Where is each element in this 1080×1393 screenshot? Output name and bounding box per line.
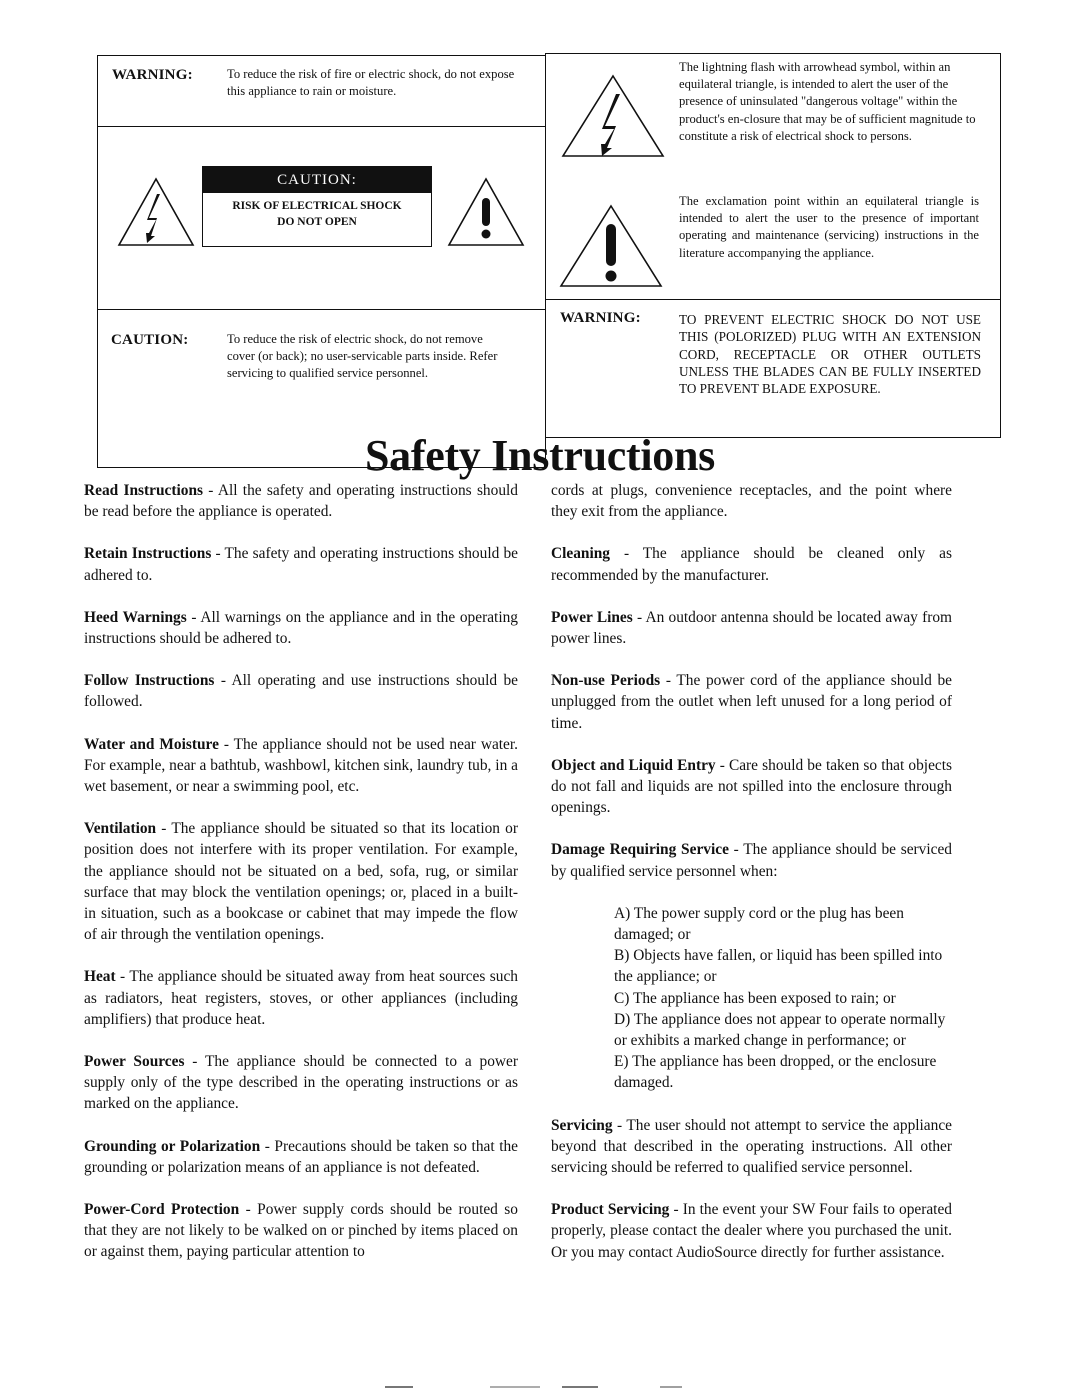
damage-condition-item: A) The power supply cord or the plug has been damaged; or — [614, 904, 904, 944]
warning-panel-left — [97, 55, 546, 468]
section-text: - The appliance should be cleaned only as recommended by the manufacturer. — [551, 545, 952, 584]
caution-line-1: RISK OF ELECTRICAL SHOCK — [232, 200, 402, 212]
section-text: - An outdoor antenna should be located away from power lines. — [551, 608, 952, 648]
damage-condition-item: B) Objects have fallen, or liquid has been spilled into the appliance; or — [614, 947, 943, 986]
section-text: - All the safety and operating instructions should be read before the appliance is operated. — [84, 482, 518, 521]
section-heading: Product Servicing — [551, 1201, 670, 1219]
safety-item — [84, 1199, 518, 1263]
section-heading: Non-use Periods — [551, 672, 661, 690]
section-text: - All operating and use instructions should be followed. — [84, 672, 518, 711]
section-text: - All warnings on the appliance and in the operating instructions should be adhered to. — [84, 608, 518, 648]
polarized-plug-warning: TO PREVENT ELECTRIC SHOCK DO NOT USE THIS (POLORIZED) PLUG WITH AN EXTENSION CORD, RECEPTACLE OR OTHER OUTLETS UNLESS THE BLADES CAN BE FULLY INSERTED TO PREVENT BLADE EXPOSURE. — [679, 312, 981, 397]
section-heading: Retain Instructions — [84, 545, 212, 563]
section-heading: Power Sources — [84, 1053, 185, 1071]
section-text: - The appliance should be serviced by qualified service personnel when: — [551, 841, 953, 880]
damage-condition-item: D) The appliance does not appear to operate normally or exhibits a marked change in performance; or — [614, 1010, 946, 1050]
safety-item — [551, 670, 952, 734]
divider — [98, 309, 545, 310]
section-heading: Power Lines — [551, 608, 633, 626]
lightning-triangle-icon — [560, 74, 666, 160]
section-heading: Follow Instructions — [84, 672, 215, 690]
divider — [98, 126, 545, 127]
section-heading: Water and Moisture — [84, 735, 219, 753]
safety-item — [84, 1051, 518, 1115]
safety-item — [84, 607, 518, 649]
exclamation-triangle-icon — [558, 204, 664, 290]
warning-text: To reduce the risk of fire or electric shock, do not expose this appliance to rain or moisture. — [227, 67, 515, 98]
caution-label-panel — [202, 166, 432, 247]
caution-label: CAUTION: — [111, 332, 189, 348]
safety-item — [84, 1136, 518, 1178]
safety-item — [84, 480, 518, 522]
section-text: - The appliance should be situated away from heat sources such as radiators, heat registers, stoves, or other appliances (including amplifiers) that produce heat. — [84, 968, 518, 1028]
section-text: - The safety and operating instructions should be adhered to. — [84, 545, 518, 584]
damage-condition-item: C) The appliance has been exposed to rain; or — [614, 989, 896, 1007]
page-title: Safety Instructions — [365, 431, 715, 480]
exclamation-triangle-icon — [446, 176, 526, 248]
exclamation-symbol-explanation: The exclamation point within an equilateral triangle is intended to alert the user to the presence of important operating and maintenance (servicing) instructions in the literature accompanying the appliance. — [679, 194, 979, 260]
section-text: - The appliance should be connected to a power supply only of the type described in the operating instructions or as marked on the appliance. — [84, 1053, 518, 1113]
safety-item — [551, 543, 952, 585]
caution-text: To reduce the risk of electric shock, do not remove cover (or back); no user-servicable parts inside. Refer servicing to qualified service personnel. — [227, 332, 498, 380]
section-heading: Damage Requiring Service — [551, 841, 729, 859]
safety-item — [84, 966, 518, 1030]
safety-item — [551, 607, 952, 649]
section-text: - The power cord of the appliance should be unplugged from the outlet when left unused for a long period of time. — [551, 672, 952, 732]
caution-line-2: DO NOT OPEN — [277, 216, 357, 228]
safety-item — [84, 670, 518, 712]
section-heading: Cleaning — [551, 545, 611, 563]
section-heading: Read Instructions — [84, 482, 204, 499]
caution-header: CAUTION: — [203, 167, 431, 193]
lightning-symbol-explanation: The lightning flash with arrowhead symbol, within an equilateral triangle, is intended to alert the user of the presence of uninsulated "dangerous voltage" within the product's en-closure that may be of sufficient magnitude to constitute a risk of electrical shock to persons. — [679, 60, 976, 143]
warning-label: WARNING: — [112, 67, 193, 83]
safety-item — [84, 543, 518, 585]
safety-item — [551, 839, 952, 881]
section-heading: Heed Warnings — [84, 608, 187, 626]
section-heading: Ventilation — [84, 820, 157, 838]
scan-mark — [660, 1386, 682, 1388]
section-heading: Object and Liquid Entry — [551, 756, 716, 774]
section-text: - Power supply cords should be routed so that they are not likely to be walked on or pinched by items placed on or against them, paying particular attention to — [84, 1201, 518, 1261]
divider — [546, 299, 1000, 300]
section-heading: Power-Cord Protection — [84, 1201, 240, 1219]
scan-mark — [490, 1386, 540, 1388]
safety-item — [84, 818, 518, 945]
continuation-paragraph: cords at plugs, convenience receptacles, and the point where they exit from the appliance. — [551, 482, 952, 521]
safety-item — [551, 1115, 952, 1179]
section-text: - The user should not attempt to service the appliance beyond that described in the operating instructions. All other servicing should be referred to qualified service personnel. — [551, 1116, 952, 1177]
safety-item — [551, 755, 952, 819]
damage-condition-item: E) The appliance has been dropped, or the enclosure damaged. — [614, 1053, 937, 1092]
warning-panel-right — [545, 53, 1001, 438]
section-text: - The appliance should be situated so that its location or position does not interfere with its proper ventilation. For example, the appliance should not be situated on a bed, sofa, rug, or similar surface that may block the ventilation openings; or, placed in a built-in situation, such as a bookcase or cabinet that may impede the flow of air through the ventilation openings. — [84, 820, 518, 944]
section-text: - Care should be taken so that objects do not fall and liquids are not spilled into the enclosure through openings. — [551, 756, 952, 817]
damage-conditions-list — [551, 903, 952, 1094]
section-heading: Heat — [84, 968, 116, 986]
safety-item — [84, 734, 518, 798]
safety-item — [551, 1199, 952, 1263]
warning-label: WARNING: — [560, 310, 641, 326]
scan-mark — [385, 1386, 413, 1388]
right-column — [551, 480, 952, 1284]
section-heading: Grounding or Polarization — [84, 1137, 261, 1155]
section-text: - The appliance should not be used near water. For example, near a bathtub, washbowl, kitchen sink, laundry tub, in a wet basement, or near a swimming pool, etc. — [84, 735, 519, 796]
section-heading: Servicing — [551, 1116, 613, 1134]
scan-mark — [562, 1386, 598, 1388]
section-text: - In the event your SW Four fails to operated properly, please contact the dealer where you purchased the unit. Or you may contact AudioSource directly for further assistance. — [551, 1201, 952, 1261]
section-text: - Precautions should be taken so that the grounding or polarization means of an appliance is not defeated. — [84, 1137, 518, 1176]
lightning-triangle-icon — [116, 176, 196, 248]
left-column — [84, 480, 518, 1284]
